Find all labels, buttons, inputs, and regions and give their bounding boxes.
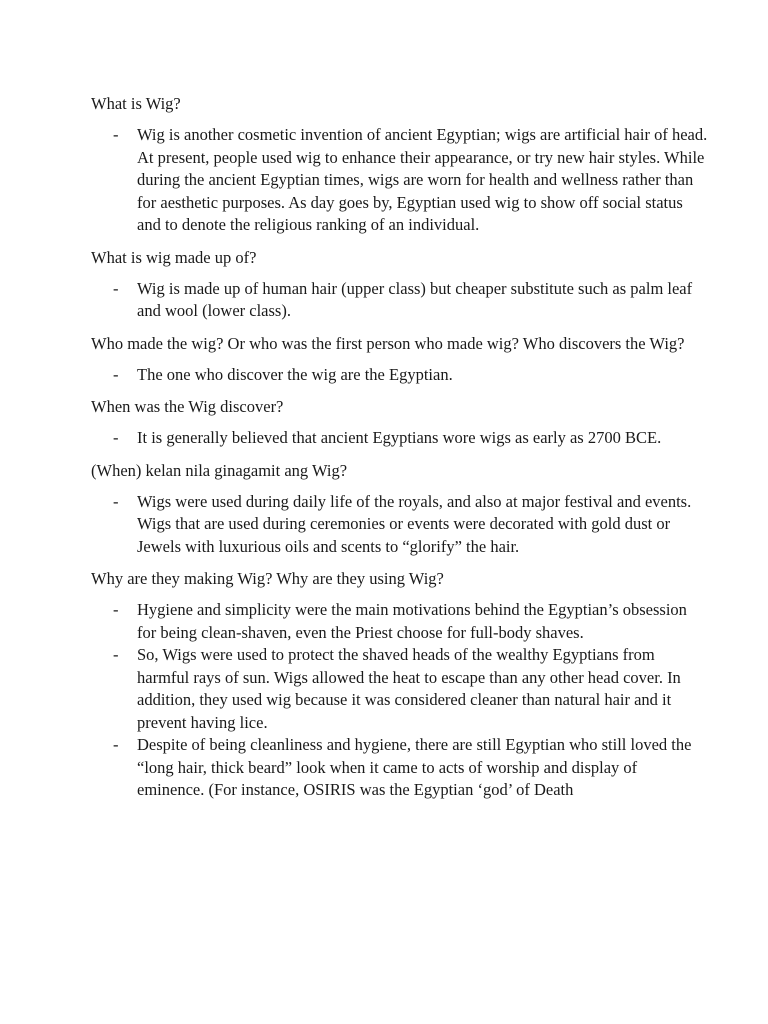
bullet-dash: - — [113, 278, 119, 298]
answer-list — [91, 278, 708, 323]
answer-list — [91, 491, 708, 559]
question-heading: When was the Wig discover? — [91, 397, 284, 416]
answer-item — [91, 491, 708, 559]
bullet-dash: - — [113, 600, 119, 619]
answer-list — [91, 124, 708, 237]
answer-item — [91, 644, 708, 734]
question-heading: What is wig made up of? — [91, 247, 257, 267]
answer-item — [91, 124, 708, 237]
question-heading: Why are they making Wig? Why are they using Wig? — [91, 569, 444, 588]
answer-text: The one who discover the wig are the Egyptian. — [137, 364, 453, 384]
section-what-is-wig — [91, 93, 708, 237]
answer-list — [91, 599, 708, 802]
bullet-dash: - — [113, 428, 119, 447]
section-why-used — [91, 568, 708, 802]
section-when-used — [91, 460, 708, 559]
answer-item — [91, 364, 708, 387]
bullet-dash: - — [113, 125, 119, 144]
answer-text: Wigs were used during daily life of the royals, and also at major festival and events. Wigs that are used during ceremonies or events were decorated with gold dust or Jewels with luxurious oils and scents to “glorify” the hair. — [137, 491, 692, 556]
question-heading: What is Wig? — [91, 94, 181, 113]
bullet-dash: - — [113, 491, 119, 511]
answer-item — [91, 734, 708, 802]
answer-item — [91, 278, 708, 323]
question-heading: Who made the wig? Or who was the first person who made wig? Who discovers the Wig? — [91, 333, 685, 353]
answer-text: Wig is made up of human hair (upper class) but cheaper substitute such as palm leaf and wool (lower class). — [137, 278, 693, 320]
answer-text: Despite of being cleanliness and hygiene, there are still Egyptian who still loved the “long hair, thick beard” look when it came to acts of worship and display of eminence. (For instance, OSIRIS was the Egyptian ‘god’ of Death — [137, 735, 692, 799]
answer-text: Wig is another cosmetic invention of ancient Egyptian; wigs are artificial hair of head. At present, people used wig to enhance their appearance, or try new hair styles. While during the ancient Egyptian times, wigs are worn for health and wellness rather than for aesthetic purposes. As day goes by, Egyptian used wig to show off social status and to denote the religious ranking of an individual. — [137, 125, 708, 234]
bullet-dash: - — [113, 645, 119, 664]
answer-text: So, Wigs were used to protect the shaved heads of the wealthy Egyptians from harmful rays of sun. Wigs allowed the heat to escape than any other head cover. In addition, they used wig because it was considered cleaner than natural hair and it prevent having lice. — [137, 645, 681, 732]
bullet-dash: - — [113, 735, 119, 754]
bullet-dash: - — [113, 364, 119, 384]
section-who-made — [91, 333, 708, 387]
answer-list — [91, 427, 708, 450]
answer-text: It is generally believed that ancient Egyptians wore wigs as early as 2700 BCE. — [137, 428, 662, 447]
section-made-of — [91, 247, 708, 323]
answer-item — [91, 599, 708, 644]
question-heading: (When) kelan nila ginagamit ang Wig? — [91, 460, 348, 480]
answer-item — [91, 427, 708, 450]
answer-text: Hygiene and simplicity were the main motivations behind the Egyptian’s obsession for being clean-shaven, even the Priest choose for full-body shaves. — [137, 600, 687, 642]
answer-list — [91, 364, 708, 387]
section-when-discovered — [91, 396, 708, 450]
